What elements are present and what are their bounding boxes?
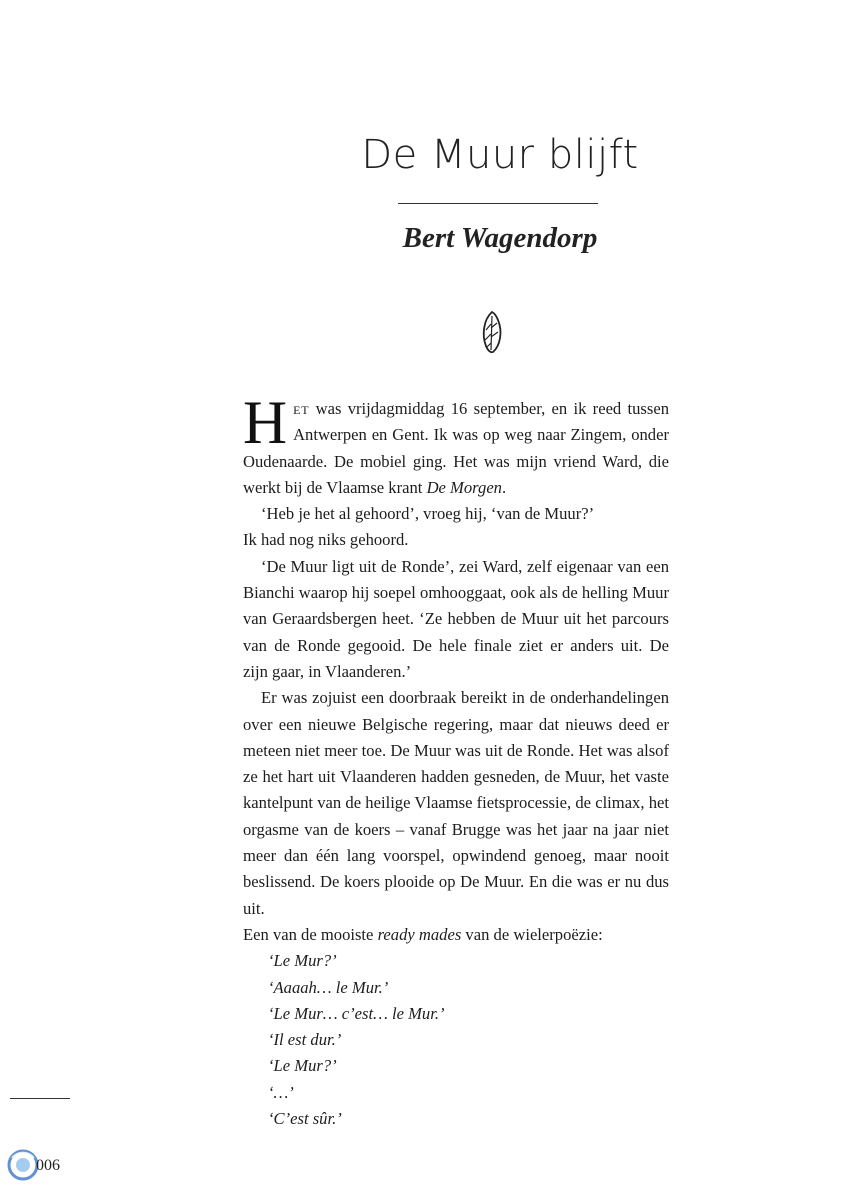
text-line: over een nieuwe Belgische regering, maar dat nieuws deed er	[243, 714, 669, 734]
text-line: kantelpunt van de heilige Vlaamse fietsprocessie, de climax, het	[243, 793, 669, 813]
text-line: ‘Heb je het al gehoord’, vroeg hij, ‘van de Muur?’	[261, 504, 595, 524]
title-divider	[398, 203, 598, 204]
text-fragment: was vrijdagmiddag 16 september, en ik reed tussen	[315, 399, 669, 418]
text-line: uit.	[243, 898, 265, 918]
poem-line: ‘Le Mur… c’est… le Mur.’	[268, 1003, 445, 1023]
text-line: ‘De Muur ligt uit de Ronde’, zei Ward, zelf eigenaar van een	[261, 556, 669, 576]
text-line: beslissend. De koers plooide op De Muur. En die was er nu dus	[243, 872, 669, 892]
ornament-icon	[479, 310, 505, 354]
text-line: Er was zojuist een doorbraak bereikt in de onderhandelingen	[261, 688, 669, 708]
paragraph-opening	[243, 390, 669, 501]
text-fragment: van de wielerpoëzie:	[461, 924, 603, 944]
chapter-author: Bert Wagendorp	[402, 222, 598, 254]
text-line: orgasme van de koers – vanaf Brugge was het jaar na jaar niet	[243, 819, 669, 839]
paragraph-breakthrough	[243, 685, 669, 922]
text-line: Antwerpen en Gent. Ik was op weg naar Zingem, onder	[293, 425, 669, 445]
text-line: van Geraardsbergen heet. ‘Ze hebben de Muur uit het parcours	[243, 609, 669, 629]
poem-line: ‘Le Mur?’	[268, 1056, 337, 1076]
text-line: zijn gaar, in Vlaanderen.’	[243, 661, 412, 681]
paragraph-ward	[243, 554, 669, 685]
italic-term: ready mades	[377, 924, 462, 944]
text-line: Bianchi waarop hij soepel omhooggaat, ook als de helling Muur	[243, 583, 669, 603]
text-line: ze het hart uit Vlaanderen hadden gesneden, de Muur, het vaste	[243, 767, 669, 787]
poem-line: ‘Le Mur?’	[268, 951, 337, 971]
poem-line: ‘…’	[268, 1082, 294, 1102]
footer-divider	[10, 1098, 70, 1099]
bol-logo-icon	[6, 1148, 40, 1182]
drop-cap: H	[243, 390, 288, 457]
text-line: van de Ronde gegooid. De hele finale ziet er anders uit. De	[243, 635, 669, 655]
body-text	[243, 390, 669, 1132]
opening-word: et	[293, 399, 310, 418]
text-line: meer dan één lang voorspel, opwindend genoeg, maar nooit	[243, 846, 669, 866]
poem-line: ‘C’est sûr.’	[268, 1109, 342, 1129]
text-fragment: Een van de mooiste	[243, 924, 378, 944]
text-line	[243, 922, 669, 948]
text-line	[243, 475, 669, 501]
chapter-title: De Muur blijft	[361, 132, 639, 178]
page-number: 006	[36, 1157, 60, 1174]
poem-line: ‘Il est dur.’	[268, 1030, 342, 1050]
newspaper-name: De Morgen	[426, 477, 502, 497]
poem-line: ‘Aaaah… le Mur.’	[268, 977, 389, 997]
text-line: meteen niet meer toe. De Muur was uit de Ronde. Het was alsof	[243, 740, 669, 760]
poem	[243, 948, 669, 1132]
text-fragment: .	[501, 477, 507, 497]
text-line: Oudenaarde. De mobiel ging. Het was mijn vriend Ward, die	[243, 451, 669, 471]
text-fragment: werkt bij de Vlaamse krant	[243, 477, 427, 497]
text-line	[293, 396, 669, 422]
text-line: Ik had nog niks gehoord.	[243, 530, 409, 550]
